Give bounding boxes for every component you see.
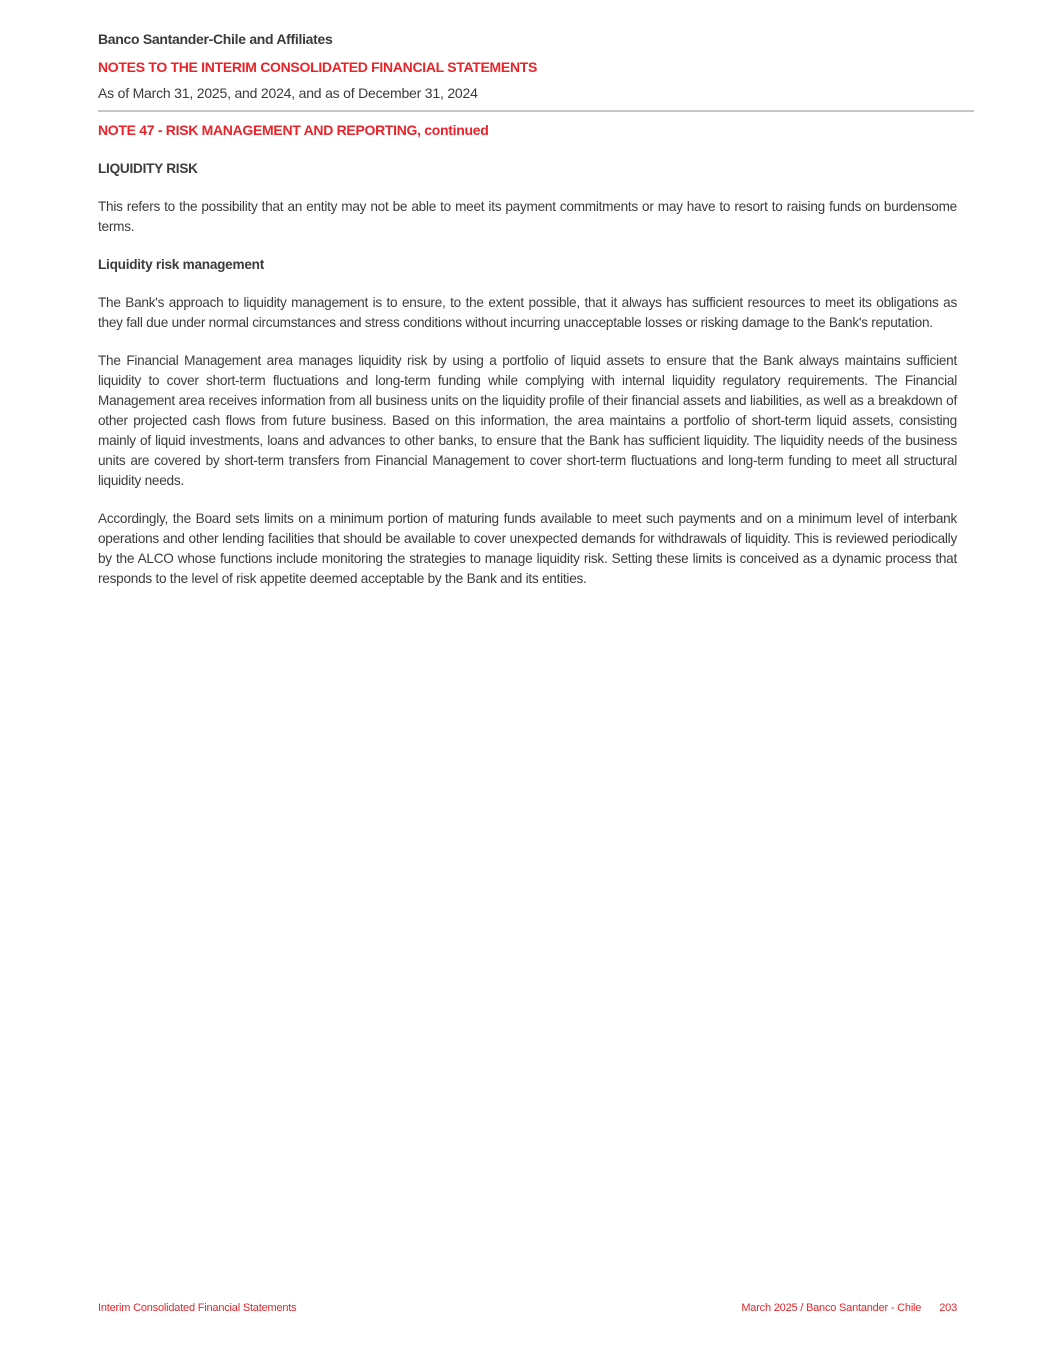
intro-paragraph: This refers to the possibility that an entity may not be able to meet its payment commitments or may have to resort to raising funds on burdensome terms. (98, 199, 957, 235)
subsection-title: Liquidity risk management (98, 256, 264, 272)
paragraph: The Financial Management area manages liquidity risk by using a portfolio of liquid assets to ensure that the Bank always maintains sufficient liquidity to cover short-term fluctuations and long-term funding while complying with internal liquidity regulatory requirements. The Financial Management area receives information from all business units on the liquidity profile of their financial assets and liabilities, as well as a breakdown of other projected cash flows from future business. Based on this information, the area maintains a portfolio of short-term liquid assets, consisting mainly of liquid investments, loans and advances to other banks, to ensure that the Bank has sufficient liquidity. The liquidity needs of the business units are covered by short-term transfers from Financial Management to cover short-term fluctuations and long-term funding to meet all structural liquidity needs. (98, 352, 957, 489)
company-name: Banco Santander-Chile and Affiliates (98, 31, 333, 47)
header-divider (98, 110, 974, 112)
paragraph: Accordingly, the Board sets limits on a minimum portion of maturing funds available to meet such payments and on a minimum level of interbank operations and other lending facilities that should be available to cover unexpected demands for withdrawals of liquidity. This is reviewed periodically by the ALCO whose functions include monitoring the strategies to manage liquidity risk. Setting these limits is conceived as a dynamic process that responds to the level of risk appetite deemed acceptable by the Bank and its entities. (98, 510, 957, 586)
footer-left: Interim Consolidated Financial Statements (98, 1302, 297, 1314)
paragraph: The Bank's approach to liquidity management is to ensure, to the extent possible, that it always has sufficient resources to meet its obligations as they fall due under normal circumstances and stress conditions without incurring unacceptable losses or risking damage to the Bank's reputation. (98, 294, 957, 330)
page-number: 203 (939, 1302, 957, 1314)
footer-source: March 2025 / Banco Santander - Chile (741, 1302, 922, 1314)
document-title: NOTES TO THE INTERIM CONSOLIDATED FINANCIAL STATEMENTS (98, 59, 538, 75)
note-heading: NOTE 47 - RISK MANAGEMENT AND REPORTING, continued (98, 122, 489, 138)
period-subtitle: As of March 31, 2025, and 2024, and as of December 31, 2024 (98, 85, 478, 101)
note-content (98, 159, 957, 607)
footer-right (741, 1302, 957, 1314)
section-title: LIQUIDITY RISK (98, 161, 198, 176)
